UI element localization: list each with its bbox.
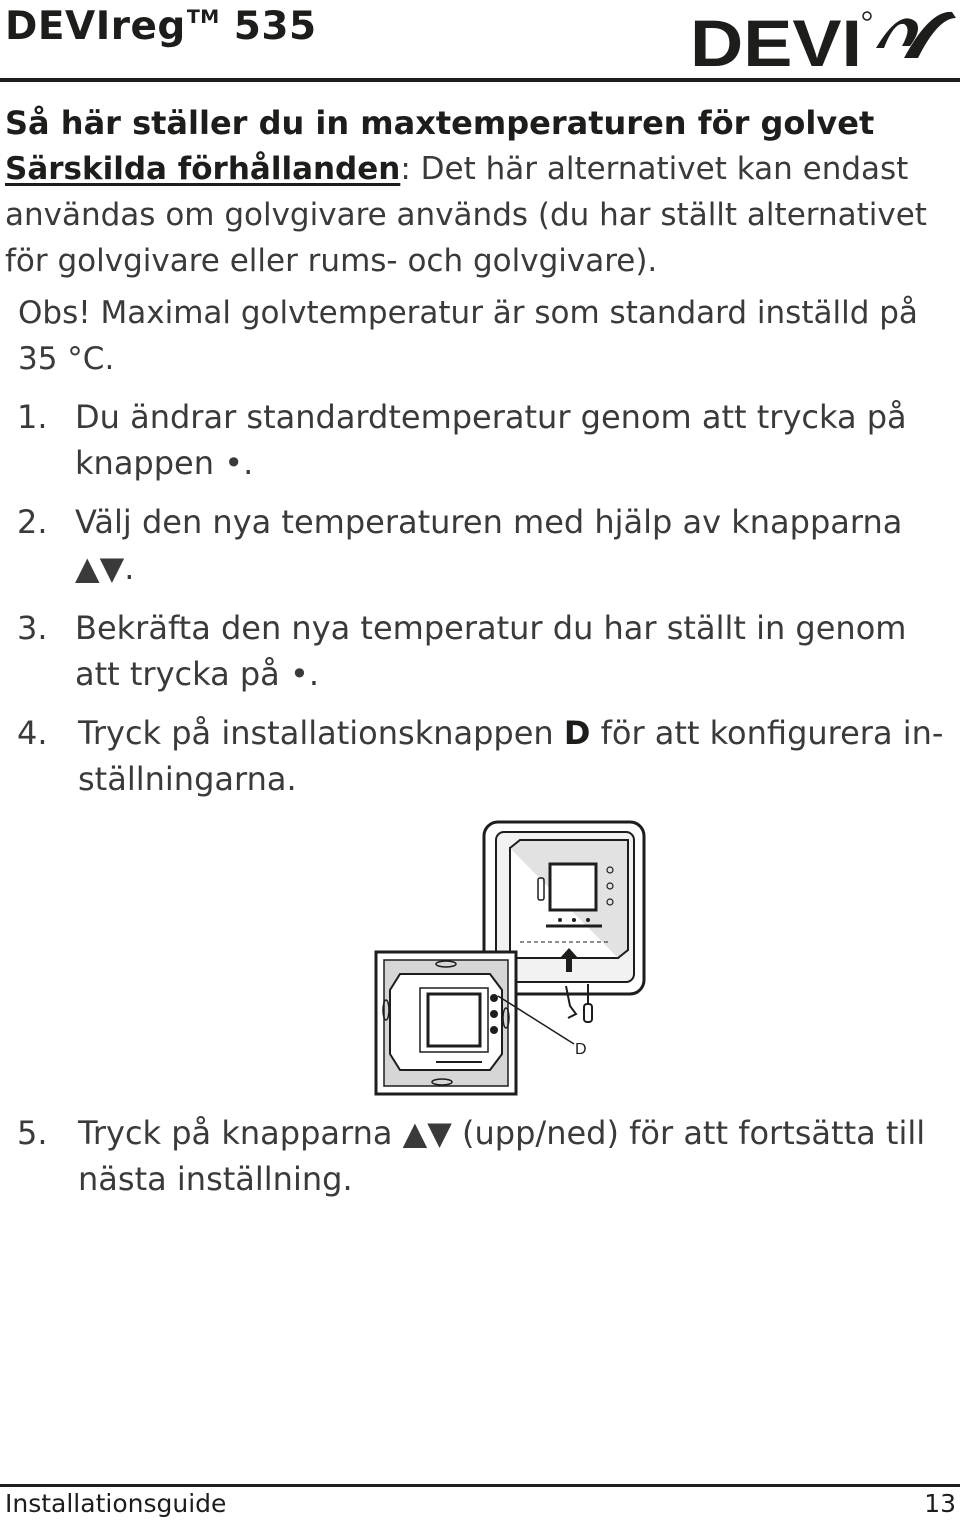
thermostat-base: [376, 952, 516, 1094]
step-number: 1.: [17, 398, 48, 436]
callout-d-label: D: [575, 1041, 587, 1058]
step-number: 3.: [17, 609, 48, 647]
step-text: Du ändrar standardtemperatur genom att trycka på knappen •.: [75, 398, 907, 482]
step-text: Tryck på knapparna ▲▼ (upp/ned) för att fortsätta till nästa inställning.: [78, 1114, 926, 1198]
header-rule: [0, 78, 960, 82]
step-text: Bekräfta den nya temperatur du har ställt in genom att trycka på •.: [75, 609, 907, 693]
step-number: 5.: [17, 1114, 48, 1152]
step-text: Välj den nya temperaturen med hjälp av knapparna ▲▼.: [75, 503, 903, 587]
document-title: DEVIreg™ 535: [5, 4, 317, 49]
footer-rule: [0, 1484, 960, 1487]
note-paragraph: Obs! Maximal golvtemperatur är som standard inställd på 35 °C.: [18, 295, 918, 377]
section-heading: Så här ställer du in maxtemperaturen för golvet: [5, 104, 875, 142]
footer-doc-name: Installationsguide: [5, 1489, 227, 1518]
page-number: 13: [924, 1489, 956, 1518]
thermostat-installation-figure: [370, 818, 660, 1100]
step-number: 4.: [17, 714, 48, 752]
intro-paragraph: Särskilda förhållanden: Det här alternativet kan endast användas om golvgivare används (du har ställt alternativet för golvgivare eller rums- och golvgivare).: [5, 151, 927, 279]
svg-text:DEVI: DEVI: [690, 6, 862, 72]
step-number: 2.: [17, 503, 48, 541]
step-text: Tryck på installationsknappen D för att konfigurera in- ställningarna.: [78, 714, 944, 798]
devi-logo: [690, 2, 958, 72]
